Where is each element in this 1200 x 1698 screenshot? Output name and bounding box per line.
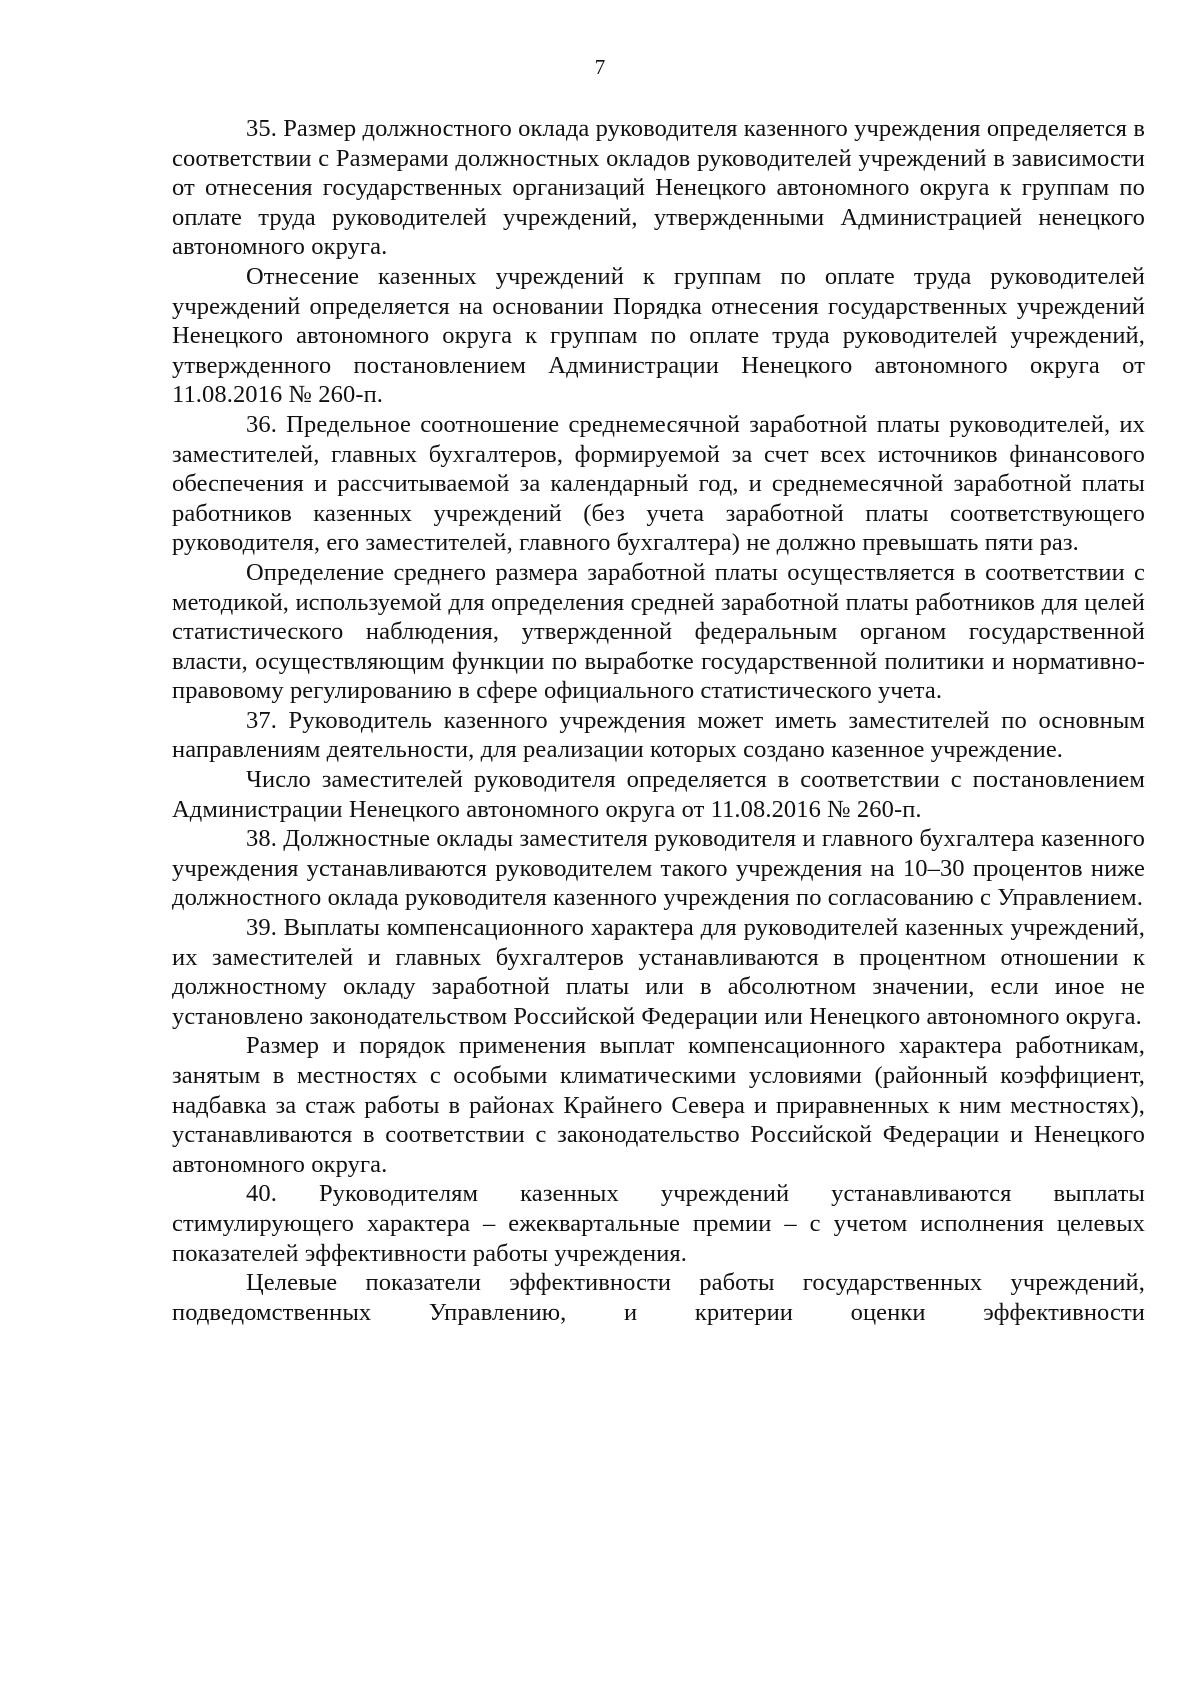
paragraph-39: 39. Выплаты компенсационного характера для руководителей казенных учреждений, их заместителей и главных бухгалтеров устанавливаются в процентном отношении к должностному окладу заработной платы или в абсолютном значении, если иное не установлено законодательством Российской Федерации или Ненецкого автономного округа. [172,914,1145,1030]
document-body [172,114,1145,1327]
paragraph-40-targets: Целевые показатели эффективности работы государственных учреждений, подведомственных Управлению, и критерии оценки эффективности [172,1269,1145,1326]
paragraph-40: 40. Руководителям казенных учреждений устанавливаются выплаты стимулирующего характера – ежеквартальные премии – с учетом исполнения целевых показателей эффективности работы учреждения. [172,1180,1145,1267]
paragraph-35-assignment: Отнесение казенных учреждений к группам по оплате труда руководителей учреждений определяется на основании Порядка отнесения государственных учреждений Ненецкого автономного округа к группам по оплате труда руководителей учреждений, утвержденного постановлением Администрации Ненецкого автономного округа от 11.08.2016 № 260-п. [172,262,1145,409]
page-number: 7 [594,55,606,79]
paragraph-37-deputies: Число заместителей руководителя определяется в соответствии с постановлением Администрации Ненецкого автономного округа от 11.08.2016 № 260-п. [172,766,1145,823]
paragraph-39-climate: Размер и порядок применения выплат компенсационного характера работникам, занятым в местностях с особыми климатическими условиями (районный коэффициент, надбавка за стаж работы в районах Крайнего Севера и приравненных к ним местностях), устанавливаются в соответствии с законодательство Российской Федерации и Ненецкого автономного округа. [172,1032,1145,1178]
paragraph-36-average-salary: Определение среднего размера заработной платы осуществляется в соответствии с методикой, используемой для определения средней заработной платы работников для целей статистического наблюдения, утвержденной федеральным органом государственной власти, осуществляющим функции по выработке государственной политики и нормативно-правовому регулированию в сфере официального статистического учета. [172,558,1145,705]
paragraph-35: 35. Размер должностного оклада руководителя казенного учреждения определяется в соответствии с Размерами должностных окладов руководителей учреждений в зависимости от отнесения государственных организаций Ненецкого автономного округа к группам по оплате труда руководителей учреждений, утвержденными Администрацией ненецкого автономного округа. [172,115,1145,261]
paragraph-38: 38. Должностные оклады заместителя руководителя и главного бухгалтера казенного учреждения устанавливаются руководителем такого учреждения на 10–30 процентов ниже должностного оклада руководителя казенного учреждения по согласованию с Управлением. [172,825,1145,912]
paragraph-37: 37. Руководитель казенного учреждения может иметь заместителей по основным направлениям деятельности, для реализации которых создано казенное учреждение. [172,706,1145,764]
paragraph-36: 36. Предельное соотношение среднемесячной заработной платы руководителей, их заместителей, главных бухгалтеров, формируемой за счет всех источников финансового обеспечения и рассчитываемой за календарный год, и среднемесячной заработной платы работников казенных учреждений (без учета заработной платы соответствующего руководителя, его заместителей, главного бухгалтера) не должно превышать пяти раз. [172,410,1145,557]
